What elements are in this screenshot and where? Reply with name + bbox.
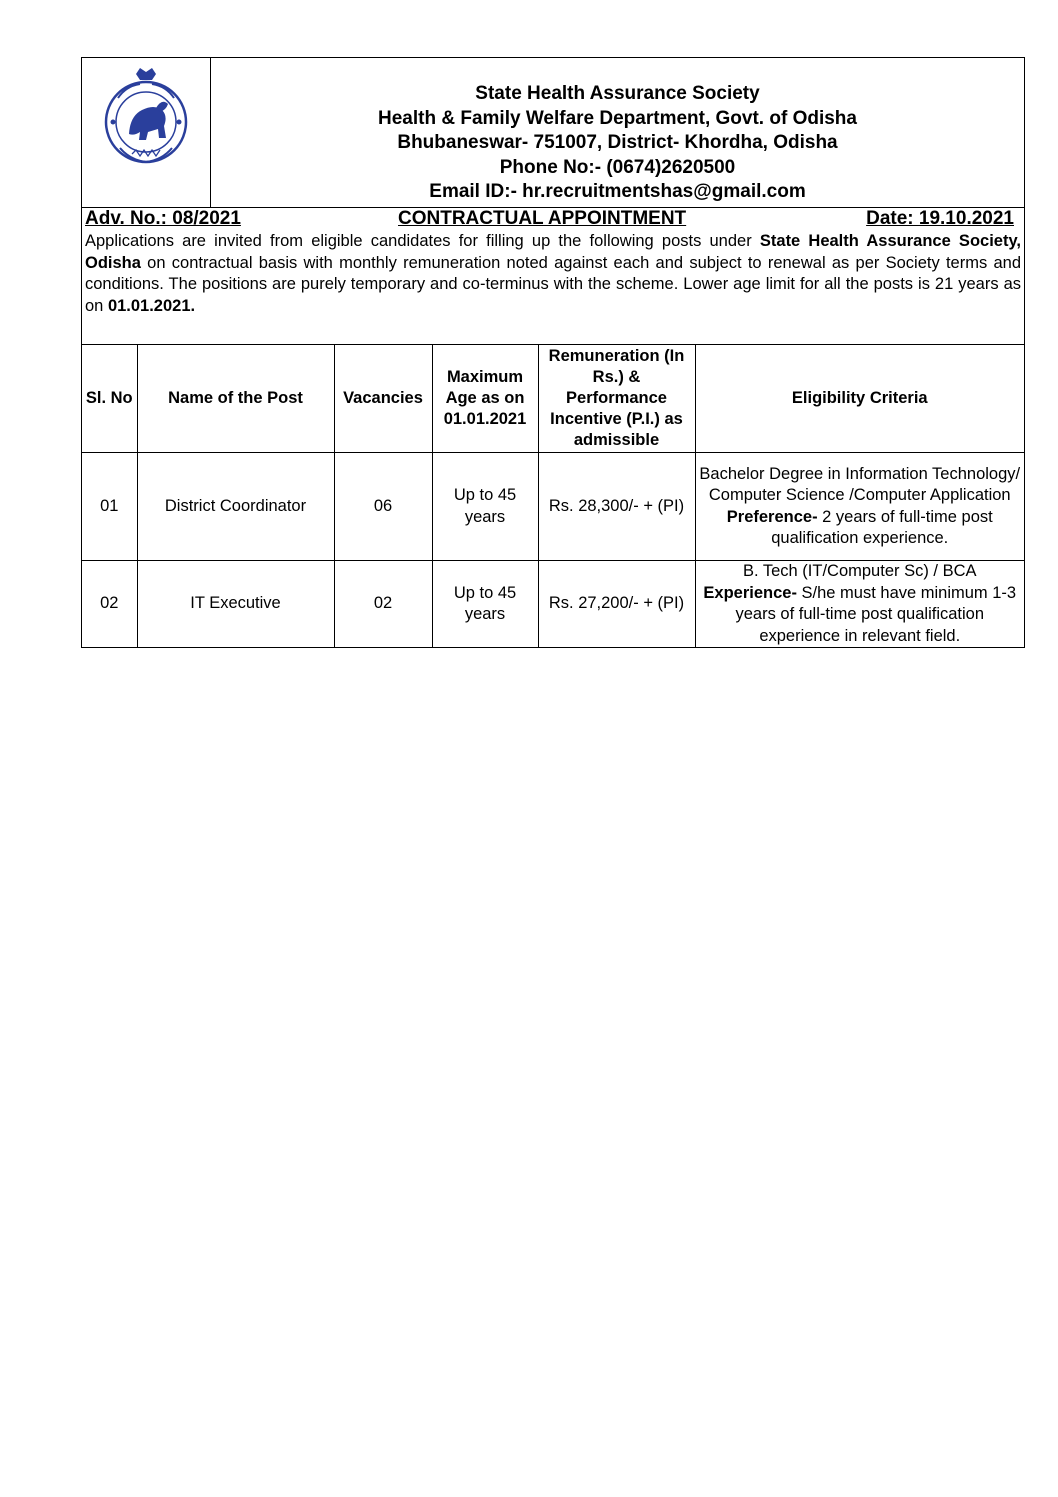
cell-sl-no: 01 xyxy=(82,453,137,561)
cell-post-name: IT Executive xyxy=(137,561,334,648)
intro-bold-date: 01.01.2021. xyxy=(107,296,196,315)
advert-date: Date: 19.10.2021 xyxy=(866,208,1014,229)
header-vacancies: Vacancies xyxy=(334,345,432,453)
intro-text-2: on contractual basis with monthly remuneration noted against each and subject to renewal as per Society terms and conditions. The positions are purely temporary and co-terminus with the scheme. Lower age limit for all the posts is 21 years as on xyxy=(85,253,1021,315)
eligibility-detail: S/he must have minimum 1-3 years of full-time post qualification experience in relevant field. xyxy=(735,583,1017,645)
cell-vacancies: 06 xyxy=(334,453,432,561)
advert-title: CONTRACTUAL APPOINTMENT xyxy=(398,208,687,229)
header-post-name: Name of the Post xyxy=(137,345,334,453)
cell-post-name: District Coordinator xyxy=(137,453,334,561)
email-address: Email ID:- hr.recruitmentshas@gmail.com xyxy=(429,181,806,202)
intro-bold-society: State Health Assurance Society, Odisha xyxy=(85,232,1021,272)
eligibility-text: B. Tech (IT/Computer Sc) / BCA xyxy=(742,562,977,580)
advert-number: Adv. No.: 08/2021 xyxy=(85,208,241,229)
intro-text-1: Applications are invited from eligible candidates for filling up the following posts under xyxy=(85,232,760,250)
cell-remuneration: Rs. 27,200/- + (PI) xyxy=(538,561,695,648)
department-name: Health & Family Welfare Department, Govt. of Odisha xyxy=(378,107,857,129)
organisation-details xyxy=(211,82,1024,205)
cell-eligibility xyxy=(695,453,1024,561)
cell-eligibility xyxy=(695,561,1024,648)
header-sl-no: Sl. No xyxy=(82,345,137,453)
cell-vacancies: 02 xyxy=(334,561,432,648)
address: Bhubaneswar- 751007, District- Khordha, Odisha xyxy=(397,132,838,153)
letterhead xyxy=(82,58,1024,208)
table-row xyxy=(82,453,1024,561)
table-row xyxy=(82,561,1024,648)
cell-remuneration: Rs. 28,300/- + (PI) xyxy=(538,453,695,561)
header-eligibility: Eligibility Criteria xyxy=(695,345,1024,453)
eligibility-detail: 2 years of full-time post qualification experience. xyxy=(771,507,993,547)
emblem-icon xyxy=(96,64,196,174)
advertisement-frame xyxy=(81,57,1025,648)
header-max-age: Maximum Age as on 01.01.2021 xyxy=(432,345,538,453)
eligibility-label: Experience- xyxy=(703,583,797,602)
cell-max-age: Up to 45 years xyxy=(432,453,538,561)
table-header-row xyxy=(82,345,1024,453)
eligibility-label: Preference- xyxy=(726,507,818,526)
header-remuneration: Remuneration (In Rs.) & Performance Incentive (P.I.) as admissible xyxy=(538,345,695,453)
eligibility-text: Bachelor Degree in Information Technology/ Computer Science /Computer Application xyxy=(699,464,1021,504)
phone-number: Phone No:- (0674)2620500 xyxy=(499,156,736,178)
logo-cell xyxy=(82,58,211,207)
cell-sl-no: 02 xyxy=(82,561,137,648)
org-name: State Health Assurance Society xyxy=(475,83,760,104)
advert-heading-row xyxy=(85,208,1014,232)
cell-max-age: Up to 45 years xyxy=(432,561,538,648)
intro-paragraph xyxy=(85,231,1021,317)
posts-table xyxy=(82,345,1024,647)
